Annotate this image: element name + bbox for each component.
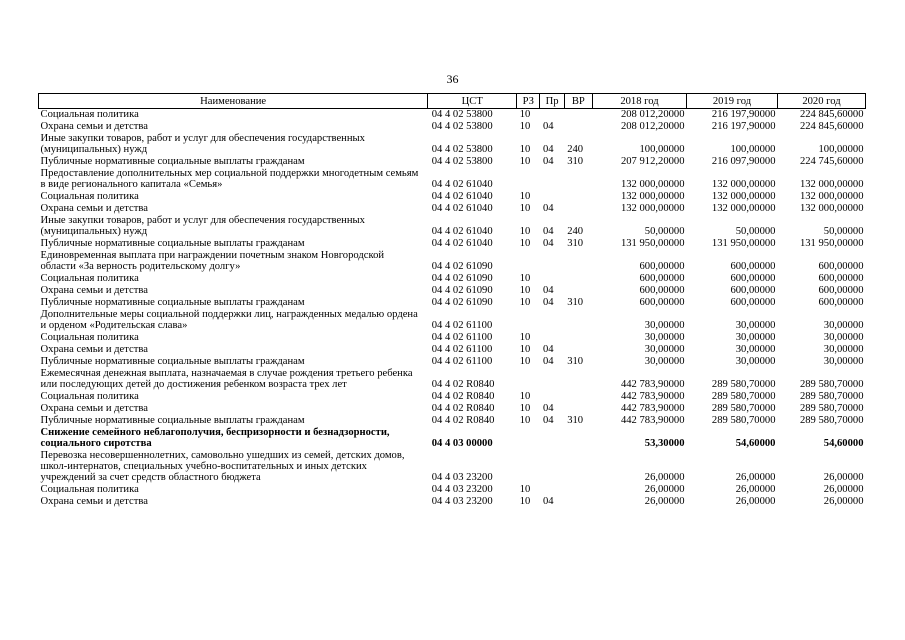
- cell-2020: 50,00000: [823, 226, 864, 237]
- cell-vr: 310: [567, 356, 584, 367]
- cell-2020: 224 745,60000: [799, 156, 864, 167]
- cell-2020: 600,00000: [818, 297, 864, 308]
- table-row: [39, 168, 866, 191]
- cell-2018: 208 012,20000: [620, 109, 685, 120]
- cell-rz: 10: [519, 415, 531, 426]
- cell-name: Иные закупки товаров, работ и услуг для обеспечения государственных (муниципальных) нужд: [40, 215, 365, 237]
- table-body: [39, 109, 866, 508]
- cell-2020: 26,00000: [823, 496, 864, 507]
- cell-cst: 04 4 02 R0840: [431, 403, 495, 414]
- cell-vr: [564, 191, 592, 203]
- cell-pr: [540, 168, 564, 191]
- cell-2018: 30,00000: [644, 320, 685, 331]
- cell-2019: 216 097,90000: [711, 156, 776, 167]
- page-number: 36: [446, 72, 459, 86]
- cell-2019: 30,00000: [735, 344, 776, 355]
- cell-pr: 04: [542, 297, 554, 308]
- cell-2020: 132 000,00000: [799, 179, 864, 190]
- cell-name: Публичные нормативные социальные выплаты гражданам: [40, 415, 305, 426]
- table-header-row: [39, 94, 866, 109]
- col-header-cst: ЦСТ: [428, 94, 517, 109]
- table-row: [39, 215, 866, 238]
- cell-2019: 216 197,90000: [711, 121, 776, 132]
- table-row: [39, 156, 866, 168]
- cell-2019: 54,60000: [735, 438, 776, 449]
- cell-2019: 30,00000: [735, 332, 776, 343]
- cell-2018: 132 000,00000: [620, 203, 685, 214]
- cell-rz: 10: [519, 109, 531, 120]
- cell-pr: 04: [542, 144, 554, 155]
- cell-2020: 600,00000: [818, 261, 864, 272]
- cell-rz: [517, 250, 540, 273]
- cell-pr: 04: [542, 356, 554, 367]
- table-row: [39, 133, 866, 156]
- cell-name: Публичные нормативные социальные выплаты гражданам: [40, 156, 305, 167]
- cell-vr: [564, 344, 592, 356]
- cell-vr: [564, 450, 592, 484]
- cell-2020: 100,00000: [818, 144, 864, 155]
- cell-name: Снижение семейного неблагополучия, беспризорности и безнадзорности, социального сиротства: [40, 427, 390, 449]
- cell-2019: 26,00000: [735, 496, 776, 507]
- cell-pr: 04: [542, 156, 554, 167]
- cell-2018: 26,00000: [644, 496, 685, 507]
- cell-cst: 04 4 02 61100: [431, 332, 493, 343]
- cell-2018: 600,00000: [639, 261, 685, 272]
- cell-vr: 310: [567, 238, 584, 249]
- cell-name: Иные закупки товаров, работ и услуг для обеспечения государственных (муниципальных) нужд: [40, 133, 365, 155]
- cell-2020: 30,00000: [823, 356, 864, 367]
- cell-2020: 600,00000: [818, 285, 864, 296]
- cell-2018: 442 783,90000: [620, 415, 685, 426]
- cell-cst: 04 4 02 61100: [431, 344, 493, 355]
- cell-name: Социальная политика: [40, 191, 139, 202]
- cell-pr: [540, 450, 564, 484]
- cell-name: Публичные нормативные социальные выплаты гражданам: [40, 356, 305, 367]
- cell-name: Социальная политика: [40, 273, 139, 284]
- cell-cst: 04 4 03 00000: [431, 438, 493, 449]
- cell-cst: 04 4 02 61090: [431, 273, 493, 284]
- table-row: [39, 427, 866, 450]
- cell-cst: 04 4 02 53800: [431, 144, 493, 155]
- cell-2019: 289 580,70000: [711, 391, 776, 402]
- cell-rz: 10: [519, 191, 531, 202]
- cell-cst: 04 4 02 61040: [431, 191, 493, 202]
- cell-2018: 26,00000: [644, 472, 685, 483]
- cell-2020: 131 950,00000: [799, 238, 864, 249]
- cell-name: Социальная политика: [40, 332, 139, 343]
- cell-rz: 10: [519, 273, 531, 284]
- table-row: [39, 403, 866, 415]
- cell-vr: 310: [567, 297, 584, 308]
- table-row: [39, 309, 866, 332]
- cell-2018: 442 783,90000: [620, 391, 685, 402]
- cell-rz: 10: [519, 226, 531, 237]
- cell-rz: 10: [519, 332, 531, 343]
- cell-pr: 04: [542, 403, 554, 414]
- cell-2018: 131 950,00000: [620, 238, 685, 249]
- table-row: [39, 250, 866, 273]
- cell-rz: 10: [519, 484, 531, 495]
- cell-2020: 132 000,00000: [799, 203, 864, 214]
- cell-rz: 10: [519, 391, 531, 402]
- cell-2019: 26,00000: [735, 472, 776, 483]
- cell-2019: 30,00000: [735, 356, 776, 367]
- cell-pr: [540, 250, 564, 273]
- cell-pr: [540, 273, 564, 285]
- cell-pr: [540, 427, 564, 450]
- cell-cst: 04 4 02 61100: [431, 320, 493, 331]
- cell-name: Дополнительные меры социальной поддержки лиц, награжденных медалью ордена и орденом «Родительская слава»: [40, 309, 418, 331]
- col-header-pr: Пр: [540, 94, 564, 109]
- cell-2019: 132 000,00000: [711, 203, 776, 214]
- cell-cst: 04 4 02 R0840: [431, 391, 495, 402]
- table-row: [39, 484, 866, 496]
- cell-rz: 10: [519, 203, 531, 214]
- cell-2020: 54,60000: [823, 438, 864, 449]
- cell-rz: [517, 450, 540, 484]
- cell-rz: [517, 427, 540, 450]
- cell-pr: [540, 332, 564, 344]
- table-row: [39, 415, 866, 427]
- cell-cst: 04 4 02 61100: [431, 356, 493, 367]
- cell-2020: 224 845,60000: [799, 109, 864, 120]
- cell-vr: [564, 203, 592, 215]
- table-row: [39, 332, 866, 344]
- col-header-2018: 2018 год: [592, 94, 686, 109]
- cell-pr: [540, 391, 564, 403]
- cell-rz: [517, 168, 540, 191]
- table-row: [39, 391, 866, 403]
- cell-cst: 04 4 03 23200: [431, 484, 493, 495]
- cell-vr: 310: [567, 156, 584, 167]
- cell-name: Охрана семьи и детства: [40, 403, 148, 414]
- cell-2018: 26,00000: [644, 484, 685, 495]
- cell-2019: 100,00000: [730, 144, 776, 155]
- cell-2018: 132 000,00000: [620, 191, 685, 202]
- cell-2020: 224 845,60000: [799, 121, 864, 132]
- cell-rz: [517, 368, 540, 391]
- cell-name: Единовременная выплата при награждении почетным знаком Новгородской области «За верность родительскому долгу»: [40, 250, 385, 272]
- cell-2018: 207 912,20000: [620, 156, 685, 167]
- table-row: [39, 121, 866, 133]
- cell-2018: 50,00000: [644, 226, 685, 237]
- cell-vr: [564, 403, 592, 415]
- cell-rz: 10: [519, 297, 531, 308]
- cell-name: Охрана семьи и детства: [40, 344, 148, 355]
- cell-2019: 600,00000: [730, 297, 776, 308]
- table-row: [39, 203, 866, 215]
- cell-vr: 240: [567, 144, 584, 155]
- cell-vr: [564, 309, 592, 332]
- cell-2018: 600,00000: [639, 273, 685, 284]
- cell-vr: [564, 368, 592, 391]
- table-row: [39, 109, 866, 121]
- cell-name: Предоставление дополнительных мер социальной поддержки многодетным семьям в виде регионального капитала «Семья»: [40, 168, 419, 190]
- cell-2019: 132 000,00000: [711, 179, 776, 190]
- cell-name: Ежемесячная денежная выплата, назначаемая в случае рождения третьего ребенка или последующих детей до достижения ребенком возраста трех лет: [40, 368, 413, 390]
- cell-rz: 10: [519, 344, 531, 355]
- cell-cst: 04 4 03 23200: [431, 496, 493, 507]
- cell-vr: [564, 391, 592, 403]
- cell-cst: 04 4 02 61090: [431, 261, 493, 272]
- cell-cst: 04 4 02 61090: [431, 297, 493, 308]
- cell-2020: 289 580,70000: [799, 415, 864, 426]
- table-row: [39, 496, 866, 508]
- cell-vr: [564, 109, 592, 121]
- table-row: [39, 297, 866, 309]
- cell-vr: [564, 496, 592, 508]
- table-row: [39, 273, 866, 285]
- cell-rz: 10: [519, 496, 531, 507]
- cell-cst: 04 4 02 53800: [431, 121, 493, 132]
- cell-2018: 208 012,20000: [620, 121, 685, 132]
- cell-pr: 04: [542, 285, 554, 296]
- cell-rz: 10: [519, 285, 531, 296]
- cell-cst: 04 4 02 R0840: [431, 415, 495, 426]
- cell-vr: [564, 484, 592, 496]
- cell-rz: 10: [519, 121, 531, 132]
- cell-vr: [564, 168, 592, 191]
- cell-vr: 310: [567, 415, 584, 426]
- table-row: [39, 368, 866, 391]
- table-row: [39, 191, 866, 203]
- col-header-vr: ВР: [564, 94, 592, 109]
- col-header-2020: 2020 год: [777, 94, 865, 109]
- table-row: [39, 450, 866, 484]
- cell-cst: 04 4 02 61090: [431, 285, 493, 296]
- cell-2019: 289 580,70000: [711, 415, 776, 426]
- cell-cst: 04 4 02 R0840: [431, 379, 495, 390]
- cell-pr: 04: [542, 496, 554, 507]
- cell-vr: [564, 250, 592, 273]
- cell-name: Охрана семьи и детства: [40, 496, 148, 507]
- cell-vr: [564, 273, 592, 285]
- cell-2020: 30,00000: [823, 332, 864, 343]
- cell-2019: 289 580,70000: [711, 403, 776, 414]
- cell-2019: 30,00000: [735, 320, 776, 331]
- cell-name: Социальная политика: [40, 391, 139, 402]
- cell-pr: 04: [542, 226, 554, 237]
- table-row: [39, 285, 866, 297]
- cell-2020: 30,00000: [823, 344, 864, 355]
- col-header-2019: 2019 год: [687, 94, 778, 109]
- cell-name: Социальная политика: [40, 484, 139, 495]
- cell-2020: 30,00000: [823, 320, 864, 331]
- cell-2020: 132 000,00000: [799, 191, 864, 202]
- cell-pr: 04: [542, 238, 554, 249]
- cell-cst: 04 4 02 53800: [431, 156, 493, 167]
- cell-2019: 600,00000: [730, 261, 776, 272]
- cell-2018: 30,00000: [644, 344, 685, 355]
- cell-rz: 10: [519, 403, 531, 414]
- cell-cst: 04 4 03 23200: [431, 472, 493, 483]
- cell-2019: 289 580,70000: [711, 379, 776, 390]
- table-row: [39, 344, 866, 356]
- cell-2019: 26,00000: [735, 484, 776, 495]
- cell-2018: 100,00000: [639, 144, 685, 155]
- cell-2020: 289 580,70000: [799, 391, 864, 402]
- cell-2019: 50,00000: [735, 226, 776, 237]
- cell-2020: 600,00000: [818, 273, 864, 284]
- cell-pr: 04: [542, 415, 554, 426]
- budget-table: [38, 93, 866, 507]
- cell-name: Охрана семьи и детства: [40, 203, 148, 214]
- cell-pr: [540, 191, 564, 203]
- cell-cst: 04 4 02 53800: [431, 109, 493, 120]
- cell-vr: [564, 332, 592, 344]
- col-header-rz: РЗ: [517, 94, 540, 109]
- cell-2019: 600,00000: [730, 273, 776, 284]
- cell-rz: 10: [519, 156, 531, 167]
- cell-2019: 216 197,90000: [711, 109, 776, 120]
- table-row: [39, 356, 866, 368]
- cell-2018: 600,00000: [639, 285, 685, 296]
- cell-pr: 04: [542, 344, 554, 355]
- cell-2018: 442 783,90000: [620, 379, 685, 390]
- col-header-name: Наименование: [39, 94, 428, 109]
- cell-rz: 10: [519, 356, 531, 367]
- cell-2018: 600,00000: [639, 297, 685, 308]
- cell-name: Публичные нормативные социальные выплаты гражданам: [40, 238, 305, 249]
- cell-cst: 04 4 02 61040: [431, 226, 493, 237]
- cell-pr: 04: [542, 121, 554, 132]
- cell-cst: 04 4 02 61040: [431, 203, 493, 214]
- cell-pr: [540, 109, 564, 121]
- cell-2018: 132 000,00000: [620, 179, 685, 190]
- cell-vr: [564, 427, 592, 450]
- cell-2020: 26,00000: [823, 484, 864, 495]
- cell-pr: [540, 368, 564, 391]
- cell-vr: [564, 285, 592, 297]
- cell-2019: 131 950,00000: [711, 238, 776, 249]
- cell-pr: [540, 484, 564, 496]
- cell-name: Социальная политика: [40, 109, 139, 120]
- cell-pr: 04: [542, 203, 554, 214]
- cell-2019: 132 000,00000: [711, 191, 776, 202]
- cell-2020: 26,00000: [823, 472, 864, 483]
- cell-rz: 10: [519, 238, 531, 249]
- cell-name: Охрана семьи и детства: [40, 285, 148, 296]
- cell-2018: 30,00000: [644, 332, 685, 343]
- cell-cst: 04 4 02 61040: [431, 179, 493, 190]
- table-row: [39, 238, 866, 250]
- cell-2020: 289 580,70000: [799, 379, 864, 390]
- cell-vr: 240: [567, 226, 584, 237]
- cell-name: Охрана семьи и детства: [40, 121, 148, 132]
- cell-cst: 04 4 02 61040: [431, 238, 493, 249]
- cell-rz: 10: [519, 144, 531, 155]
- cell-rz: [517, 309, 540, 332]
- cell-2019: 600,00000: [730, 285, 776, 296]
- cell-2018: 442 783,90000: [620, 403, 685, 414]
- cell-2020: 289 580,70000: [799, 403, 864, 414]
- cell-pr: [540, 309, 564, 332]
- cell-2018: 30,00000: [644, 356, 685, 367]
- cell-2018: 53,30000: [644, 438, 685, 449]
- cell-name: Перевозка несовершеннолетних, самовольно ушедших из семей, детских домов, школ-интернатов, специальных учебно-воспитательных и иных детских учреждений за счет средств областного бюджета: [40, 450, 405, 483]
- cell-vr: [564, 121, 592, 133]
- cell-name: Публичные нормативные социальные выплаты гражданам: [40, 297, 305, 308]
